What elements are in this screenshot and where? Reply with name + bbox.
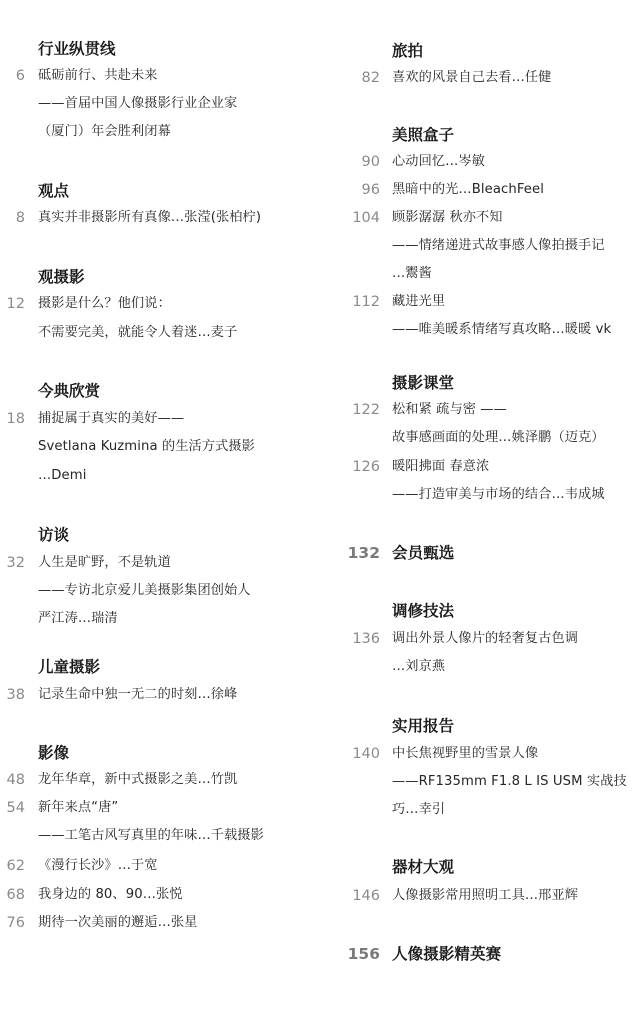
section-title: 访谈 — [38, 526, 70, 544]
page-number: 18 — [6, 411, 25, 427]
toc-entry[interactable] — [0, 63, 320, 89]
toc-entry[interactable] — [330, 205, 640, 231]
section-title: 今典欣赏 — [38, 382, 101, 400]
toc-entry[interactable] — [330, 482, 640, 508]
toc-entry[interactable] — [330, 233, 640, 259]
section-title: 观点 — [38, 182, 70, 200]
entry-title: 期待一次美丽的邂逅…张星 — [38, 915, 198, 930]
toc-entry[interactable] — [330, 317, 640, 343]
page-number: 82 — [361, 70, 380, 86]
entry-title: 记录生命中独一无二的时刻…徐峰 — [38, 687, 238, 702]
toc-entry[interactable] — [330, 741, 640, 767]
toc-entry[interactable] — [0, 578, 320, 604]
entry-title: 摄影是什么？他们说： — [38, 296, 171, 311]
toc-entry[interactable] — [0, 853, 320, 879]
toc-entry[interactable] — [0, 767, 320, 793]
entry-title: 巧…幸引 — [392, 802, 446, 817]
page-number: 76 — [6, 915, 25, 931]
section-title: 实用报告 — [392, 717, 455, 735]
toc-entry[interactable] — [0, 205, 320, 231]
entry-title: 《漫行长沙》…于宽 — [38, 858, 158, 873]
right-column — [330, 0, 640, 1012]
toc-entry[interactable] — [330, 454, 640, 480]
toc-entry[interactable] — [330, 626, 640, 652]
page-number: 32 — [6, 555, 25, 571]
entry-title: ——RF135mm F1.8 L IS USM 实战技 — [392, 774, 627, 789]
page-number: 48 — [6, 772, 25, 788]
toc-entry[interactable] — [0, 291, 320, 317]
entry-title: Svetlana Kuzmina 的生活方式摄影 — [38, 439, 255, 454]
toc-entry[interactable] — [0, 406, 320, 432]
toc-entry[interactable] — [330, 149, 640, 175]
page-number: 140 — [352, 746, 380, 762]
entry-title: ——专访北京爱儿美摄影集团创始人 — [38, 583, 251, 598]
toc-entry[interactable] — [330, 261, 640, 287]
entry-title: ——情绪递进式故事感人像拍摄手记 — [392, 238, 605, 253]
toc-entry[interactable] — [0, 606, 320, 632]
page-number: 104 — [352, 210, 380, 226]
page-number: 136 — [352, 631, 380, 647]
toc-entry[interactable] — [0, 463, 320, 489]
toc-entry[interactable] — [0, 434, 320, 460]
page-number: 12 — [6, 296, 25, 312]
section-title: 影像 — [38, 744, 70, 762]
entry-title: 我身边的 80、90…张悦 — [38, 887, 183, 902]
section-title: 摄影课堂 — [392, 374, 455, 392]
toc-entry[interactable] — [330, 65, 640, 91]
toc-entry[interactable] — [330, 941, 640, 967]
entry-title: 不需要完美，就能令人着迷…麦子 — [38, 325, 238, 340]
entry-title: 捕捉属于真实的美好—— — [38, 411, 185, 426]
entry-title: 黑暗中的光…BleachFeel — [392, 182, 544, 197]
page-number: 8 — [15, 210, 25, 226]
entry-title: …刘京燕 — [392, 659, 446, 674]
entry-title: 心动回忆…岑敏 — [392, 154, 486, 169]
entry-title: 龙年华章，新中式摄影之美…竹凯 — [38, 772, 238, 787]
toc-entry[interactable] — [0, 910, 320, 936]
entry-title: 新年来点“唐” — [38, 800, 119, 815]
entry-title: 松和紧 疏与密 —— — [392, 402, 507, 417]
toc-entry[interactable] — [330, 797, 640, 823]
section-title: 旅拍 — [392, 42, 424, 60]
page-number: 62 — [6, 858, 25, 874]
toc-entry[interactable] — [0, 882, 320, 908]
entry-title: （厦门）年会胜利闭幕 — [38, 124, 171, 139]
toc-entry[interactable] — [0, 320, 320, 346]
page-number: 68 — [6, 887, 25, 903]
entry-title: …鬻酱 — [392, 266, 432, 281]
page-number: 96 — [361, 182, 380, 198]
entry-title: 暖阳拂面 春意浓 — [392, 459, 490, 474]
page-number: 38 — [6, 687, 25, 703]
toc-entry[interactable] — [330, 654, 640, 680]
section-title: 观摄影 — [38, 268, 85, 286]
entry-title: ——唯美暖系情绪写真攻略…暖暖 vk — [392, 322, 612, 337]
section-title: 器材大观 — [392, 858, 455, 876]
entry-title: 砥砺前行、共赴未来 — [38, 68, 158, 83]
page-number: 126 — [352, 459, 380, 475]
entry-title: 严江涛…瑞清 — [38, 611, 118, 626]
entry-title: 调出外景人像片的轻奢复古色调 — [392, 631, 579, 646]
entry-title: 人像摄影精英赛 — [392, 945, 502, 963]
page-number: 54 — [6, 800, 25, 816]
toc-entry[interactable] — [0, 682, 320, 708]
page-number: 132 — [347, 544, 380, 562]
section-title: 行业纵贯线 — [38, 40, 116, 58]
toc-entry[interactable] — [330, 177, 640, 203]
toc-entry[interactable] — [0, 823, 320, 849]
entry-title: 喜欢的风景自己去看…任健 — [392, 70, 552, 85]
page-number: 90 — [361, 154, 380, 170]
toc-entry[interactable] — [0, 91, 320, 117]
entry-title: 顾影潺潺 秋亦不知 — [392, 210, 503, 225]
toc-entry[interactable] — [330, 883, 640, 909]
entry-title: ——打造审美与市场的结合…韦成城 — [392, 487, 605, 502]
entry-title: ——首届中国人像摄影行业企业家 — [38, 96, 238, 111]
page-number: 156 — [347, 945, 380, 963]
section-title: 儿童摄影 — [38, 658, 101, 676]
section-title: 调修技法 — [392, 602, 455, 620]
entry-title: 中长焦视野里的雪景人像 — [392, 746, 539, 761]
toc-entry[interactable] — [330, 540, 640, 566]
page-number: 6 — [15, 68, 25, 84]
entry-title: …Demi — [38, 468, 87, 483]
toc-entry[interactable] — [0, 119, 320, 145]
page-number: 146 — [352, 888, 380, 904]
entry-title: 人生是旷野，不是轨道 — [38, 555, 171, 570]
page-number: 122 — [352, 402, 380, 418]
toc-entry[interactable] — [330, 769, 640, 795]
section-title: 美照盒子 — [392, 126, 455, 144]
entry-title: 藏进光里 — [392, 294, 446, 309]
toc-entry[interactable] — [0, 550, 320, 576]
entry-title: ——工笔古风写真里的年味…千载摄影 — [38, 828, 264, 843]
entry-title: 真实并非摄影所有真像…张滢(张柏柠) — [38, 210, 262, 225]
toc-entry[interactable] — [330, 397, 640, 423]
entry-title: 人像摄影常用照明工具…邢亚辉 — [392, 888, 579, 903]
toc-entry[interactable] — [0, 795, 320, 821]
toc-entry[interactable] — [330, 425, 640, 451]
page-number: 112 — [352, 294, 380, 310]
entry-title: 会员甄选 — [392, 544, 455, 562]
entry-title: 故事感画面的处理…姚泽鹏（迈克） — [392, 430, 605, 445]
toc-entry[interactable] — [330, 289, 640, 315]
